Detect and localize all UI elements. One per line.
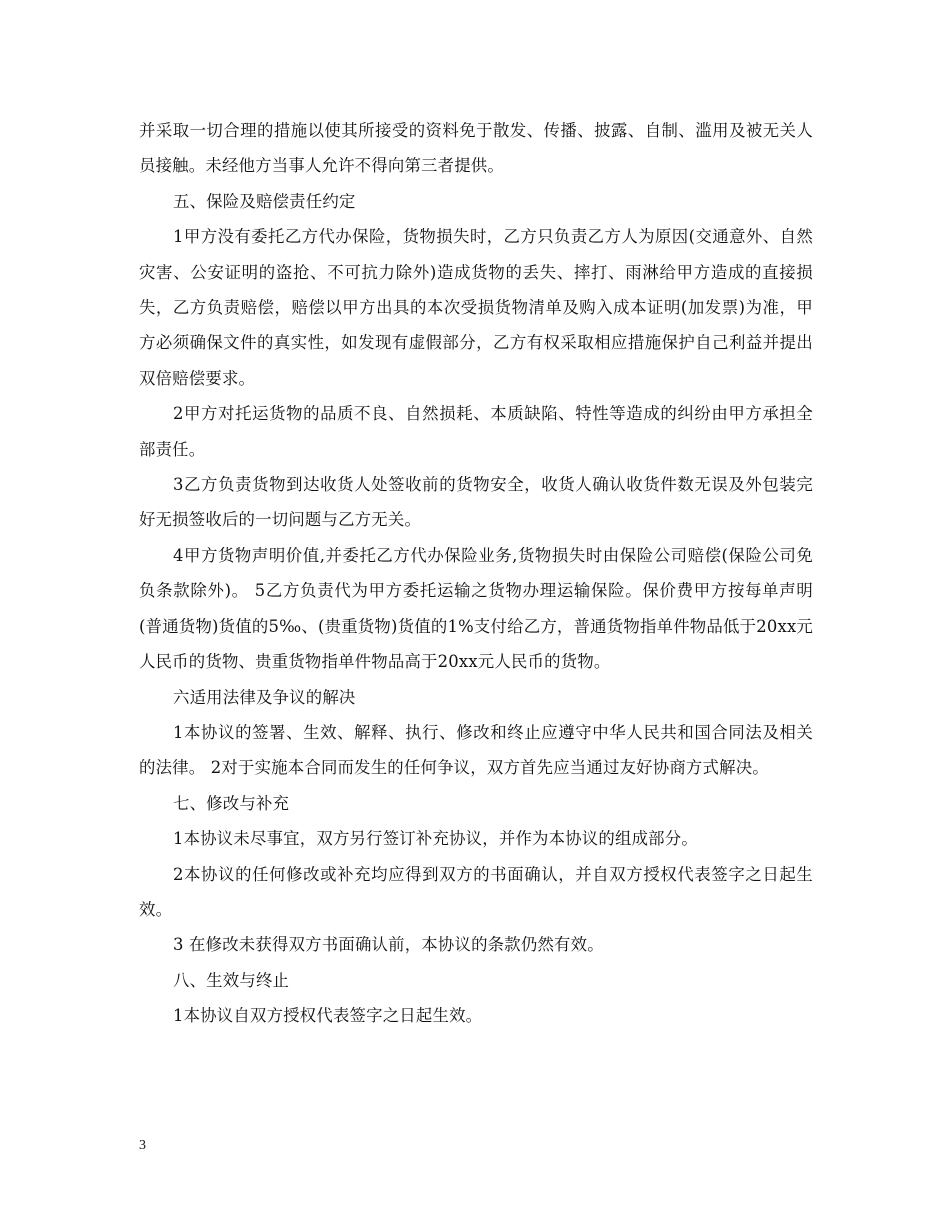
- paragraph-clause-5-1: 1甲方没有委托乙方代办保险，货物损失时，乙方只负责乙方人为原因(交通意外、自然灾害、公安证明的盗抢、不可抗力除外)造成货物的丢失、摔打、雨淋给甲方造成的直接损失，乙方负责赔偿，赔偿以甲方出具的本次受损货物清单及购入成本证明(加发票)为准，甲方必须确保文件的真实性，如发现有虚假部分，乙方有权采取相应措施保护自己利益并提出双倍赔偿要求。: [139, 227, 813, 388]
- section-heading-insurance: 五、保险及赔偿责任约定: [173, 191, 356, 211]
- document-body: [139, 113, 813, 1034]
- paragraph-clause-8-1: 1本协议自双方授权代表签字之日起生效。: [173, 1006, 483, 1026]
- section-heading-effect: 八、生效与终止: [173, 970, 290, 990]
- paragraph-clause-6-1: 1本协议的签署、生效、解释、执行、修改和终止应遵守中华人民共和国合同法及相关的法律。 2对于实施本合同而发生的任何争议，双方首先应当通过友好协商方式解决。: [139, 722, 813, 778]
- paragraph-clause-5-4: 4甲方货物声明价值,并委托乙方代办保险业务,货物损失时由保险公司赔偿(保险公司免负条款除外)。 5乙方负责代为甲方委托运输之货物办理运输保险。保价费甲方按每单声明(普通货物)货值的5‰、(贵重货物)货值的1%支付给乙方，普通货物指单件物品低于20xx元人民币的货物、贵重货物指单件物品高于20xx元人民币的货物。: [139, 545, 814, 672]
- section-heading-law: 六适用法律及争议的解决: [173, 687, 356, 707]
- section-heading-amendment: 七、修改与补充: [173, 793, 290, 813]
- paragraph-clause-7-1: 1本协议未尽事宜，双方另行签订补充协议，并作为本协议的组成部分。: [173, 829, 698, 849]
- paragraph-confidentiality-continued: 并采取一切合理的措施以使其所接受的资料免于散发、传播、披露、自制、滥用及被无关人员接触。未经他方当事人允许不得向第三者提供。: [139, 121, 813, 176]
- paragraph-clause-7-2: 2本协议的任何修改或补充均应得到双方的书面确认，并自双方授权代表签字之日起生效。: [139, 864, 813, 919]
- paragraph-clause-5-2: 2甲方对托运货物的品质不良、自然损耗、本质缺陷、特性等造成的纠纷由甲方承担全部责任。: [139, 404, 813, 459]
- page-number: 3: [139, 1138, 146, 1153]
- paragraph-clause-5-3: 3乙方负责货物到达收货人处签收前的货物安全，收货人确认收货件数无误及外包装完好无损签收后的一切问题与乙方无关。: [139, 475, 813, 530]
- paragraph-clause-7-3: 3 在修改未获得双方书面确认前，本协议的条款仍然有效。: [173, 935, 604, 955]
